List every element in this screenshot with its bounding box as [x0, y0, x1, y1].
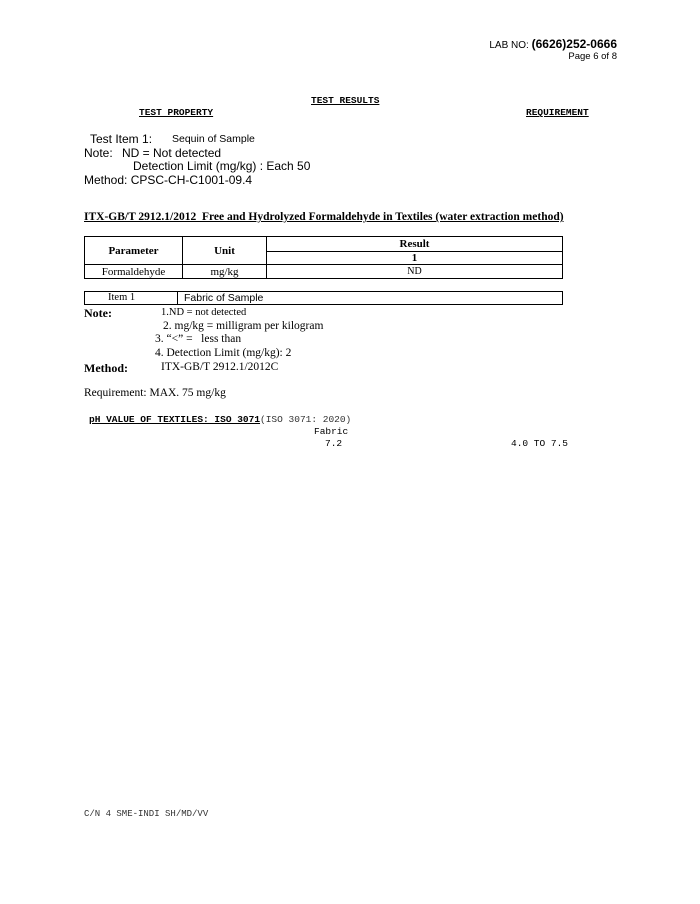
test-item-value: Sequin of Sample — [172, 133, 255, 145]
lab-no-value: (6626)252-0666 — [531, 37, 617, 51]
formaldehyde-table — [84, 236, 563, 279]
column-requirement: REQUIREMENT — [526, 107, 589, 118]
ph-requirement: 4.0 TO 7.5 — [511, 438, 569, 449]
footer-code: C/N 4 SME-INDI SH/MD/VV — [84, 809, 209, 819]
formaldehyde-title: ITX-GB/T 2912.1/2012 Free and Hydrolyzed Formaldehyde in Textiles (water extraction method) — [84, 211, 564, 223]
formaldehyde-note-3: 3. “<” = less than — [155, 333, 242, 345]
ph-title-line — [89, 414, 351, 425]
formaldehyde-note-4: 4. Detection Limit (mg/kg): 2 — [155, 347, 292, 359]
item-table — [84, 291, 563, 305]
table-cell-result: ND — [267, 265, 563, 279]
ph-standard: (ISO 3071: 2020) — [260, 414, 352, 425]
lab-no-label: LAB NO: — [489, 40, 529, 51]
section-title: TEST RESULTS — [311, 95, 380, 106]
ph-value: 7.2 — [325, 438, 343, 449]
note-label: Note: — [84, 146, 113, 160]
table-header-result-sub: 1 — [267, 251, 563, 264]
table-cell-unit: mg/kg — [183, 265, 267, 279]
page-number: Page 6 of 8 — [568, 51, 617, 62]
formaldehyde-note-1: 1.ND = not detected — [161, 307, 247, 318]
item-label: Item 1 — [85, 292, 178, 305]
table-header-parameter: Parameter — [85, 237, 183, 265]
note-detection-limit: Detection Limit (mg/kg) : Each 50 — [133, 159, 311, 173]
table-cell-parameter: Formaldehyde — [85, 265, 183, 279]
ph-sample: Fabric — [314, 426, 349, 437]
table-row — [85, 265, 563, 279]
table-header-unit: Unit — [183, 237, 267, 265]
ph-title: pH VALUE OF TEXTILES: ISO 3071 — [89, 414, 261, 425]
formaldehyde-note-label: Note: — [84, 306, 112, 320]
method-line: Method: CPSC-CH-C1001-09.4 — [84, 173, 253, 187]
column-test-property: TEST PROPERTY — [139, 107, 214, 118]
formaldehyde-method-value: ITX-GB/T 2912.1/2012C — [161, 361, 279, 373]
note-nd: ND = Not detected — [122, 146, 222, 160]
test-item-label: Test Item 1: — [90, 132, 153, 146]
lab-number — [489, 37, 617, 51]
table-header-result: Result — [267, 237, 563, 252]
formaldehyde-method-label: Method: — [84, 361, 128, 375]
formaldehyde-note-2: 2. mg/kg = milligram per kilogram — [163, 320, 324, 332]
item-value: Fabric of Sample — [178, 292, 563, 305]
formaldehyde-requirement: Requirement: MAX. 75 mg/kg — [84, 387, 226, 399]
